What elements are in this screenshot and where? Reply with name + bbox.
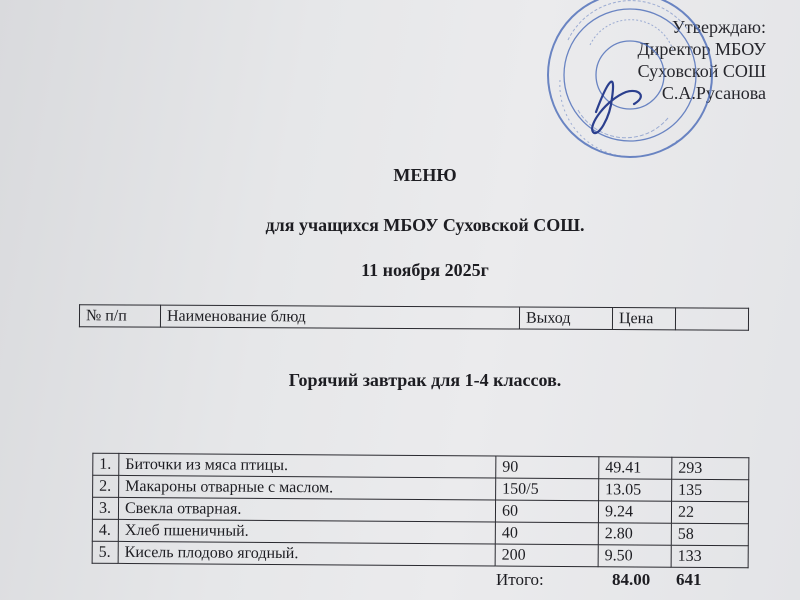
totals-kcal: 641 <box>676 570 702 589</box>
totals-price: 84.00 <box>612 570 651 589</box>
approval-line-school: Суховской СОШ <box>637 61 766 81</box>
item-number: 2. <box>93 475 119 497</box>
item-output: 200 <box>495 544 598 567</box>
item-price: 9.24 <box>598 501 671 524</box>
item-output: 90 <box>496 456 599 479</box>
header-cell-name: Наименование блюд <box>160 305 519 329</box>
school-stamp <box>538 0 718 170</box>
item-output: 150/5 <box>496 478 599 501</box>
table-row <box>92 541 748 568</box>
item-name: Кисель плодово ягодный. <box>118 541 495 566</box>
document-subtitle: для учащихся МБОУ Суховской СОШ. <box>265 215 585 235</box>
approval-line-position: Директор МБОУ <box>637 39 766 59</box>
item-price: 13.05 <box>599 479 672 502</box>
item-kcal: 135 <box>672 479 749 502</box>
item-name: Свекла отварная. <box>118 497 495 522</box>
header-cell-number: № п/п <box>79 305 160 327</box>
item-price: 2.80 <box>598 523 671 546</box>
header-table <box>79 304 749 331</box>
header-row <box>79 305 748 331</box>
document-title: МЕНЮ <box>393 165 457 185</box>
item-price: 49.41 <box>599 457 672 480</box>
header-cell-price: Цена <box>612 308 675 330</box>
item-kcal: 293 <box>672 457 749 480</box>
item-name: Макароны отварные с маслом. <box>119 475 496 500</box>
approval-line-approve: Утверждаю: <box>671 17 766 37</box>
section-title: Горячий завтрак для 1-4 классов. <box>288 370 562 390</box>
item-number: 4. <box>92 519 118 541</box>
header-cell-output: Выход <box>519 307 612 329</box>
item-number: 3. <box>92 497 118 519</box>
item-kcal: 22 <box>671 501 748 524</box>
totals-label: Итого: <box>496 570 544 589</box>
header-cell-empty <box>675 308 748 330</box>
item-number: 5. <box>92 541 118 563</box>
item-output: 60 <box>495 500 598 523</box>
item-price: 9.50 <box>598 545 671 568</box>
item-kcal: 58 <box>671 523 748 546</box>
item-kcal: 133 <box>671 545 748 568</box>
item-name: Биточки из мяса птицы. <box>119 453 496 478</box>
document-date: 11 ноября 2025г <box>361 260 489 280</box>
item-output: 40 <box>495 522 598 545</box>
item-name: Хлеб пшеничный. <box>118 519 495 544</box>
approval-line-name: С.А.Русанова <box>661 83 766 103</box>
item-number: 1. <box>93 453 119 475</box>
menu-table <box>92 453 750 569</box>
